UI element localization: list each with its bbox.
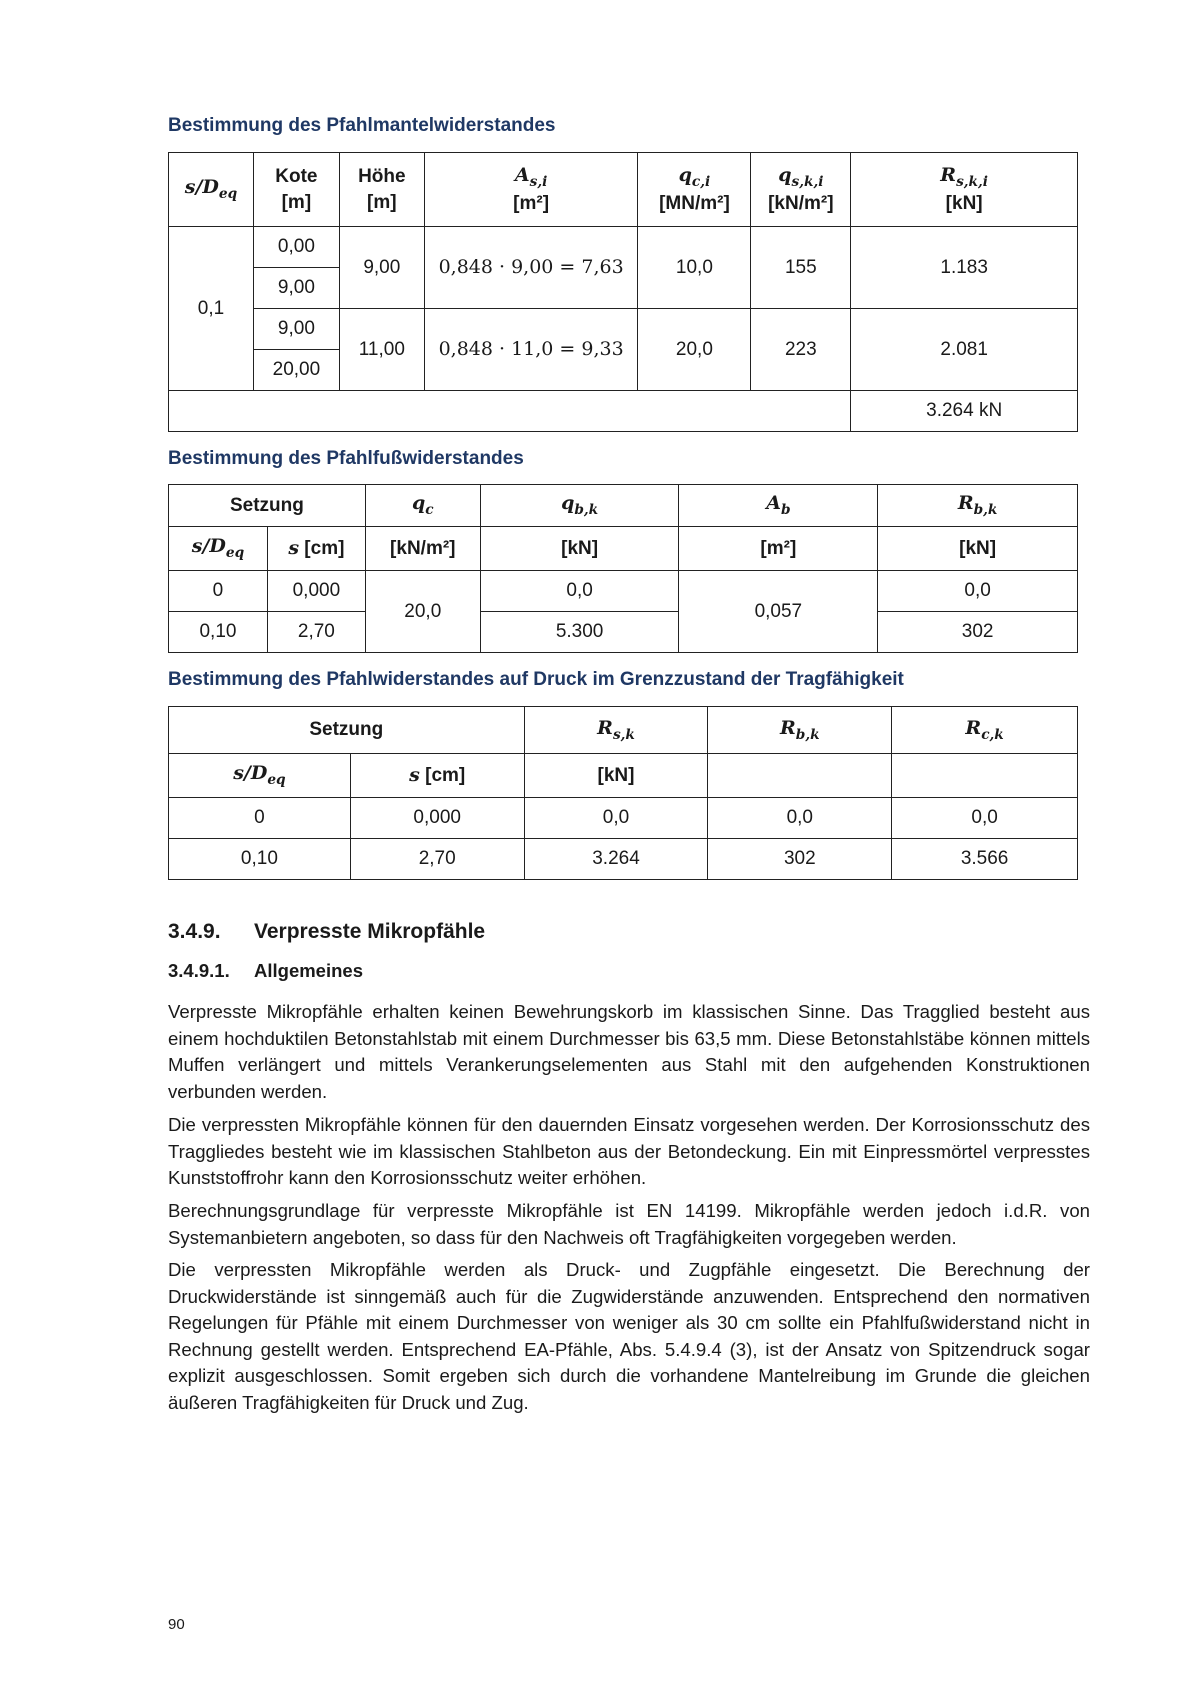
s-cell: 0,000 (267, 571, 365, 612)
header-qc: $q_{c,i}$ [MN/m²] (638, 153, 751, 227)
paragraph-2: Die verpressten Mikropfähle können für den dauernden Einsatz vorgesehen werden. Der Korrosionsschutz des Traggliedes besteht wie im klassischen Stahlbeton aus der Betondeckung. Ein mit Einpressmörtel verpresstes Kunststoffrohr kann den Korrosionsschutz weiter erhöhen. (168, 1114, 1090, 1188)
header-rsk-unit: [kN] (524, 754, 708, 798)
hoehe-cell: 11,00 (339, 309, 424, 391)
table3-title: Bestimmung des Pfahlwiderstandes auf Druck im Grenzzustand der Tragfähigkeit (168, 669, 904, 690)
kote-cell: 9,00 (253, 309, 339, 350)
sdeq-cell: 0 (169, 798, 351, 839)
header-qsk: $q_{s,k,i}$ [kN/m²] (751, 153, 851, 227)
total-cell: 3.264 kN (851, 391, 1078, 432)
page-number: 90 (168, 1616, 185, 1633)
header-setzung: Setzung (169, 485, 366, 527)
rbk-cell: 0,0 (878, 571, 1078, 612)
header-qbk-unit: [kN] (480, 527, 679, 571)
as-cell: 0,848 · 11,0 = 9,33 (424, 309, 638, 391)
empty-cell (892, 754, 1078, 798)
pile-shaft-resistance-table (168, 152, 1078, 432)
rck-cell: 3.566 (892, 839, 1078, 880)
s-cell: 2,70 (267, 612, 365, 653)
header-kote: Kote [m] (253, 153, 339, 227)
rbk-cell: 0,0 (708, 798, 892, 839)
paragraph-3: Berechnungsgrundlage für verpresste Mikropfähle ist EN 14199. Mikropfähle werden jedoch i.d.R. von Systemanbietern angeboten, so dass für den Nachweis oft Tragfähigkeiten vorgegeben werden. (168, 1200, 1090, 1248)
header-qbk: $q_{b,k}$ (480, 485, 679, 527)
qbk-cell: 0,0 (480, 571, 679, 612)
rbk-cell: 302 (878, 612, 1078, 653)
s-cell: 2,70 (350, 839, 524, 880)
hoehe-cell: 9,00 (339, 227, 424, 309)
section-heading (168, 920, 485, 944)
qc-cell: 10,0 (638, 227, 751, 309)
qsk-cell: 155 (751, 227, 851, 309)
kote-cell: 9,00 (253, 268, 339, 309)
sdeq-cell: 0,10 (169, 839, 351, 880)
table-row (169, 571, 1078, 612)
qc-cell: 20,0 (638, 309, 751, 391)
empty-cell (708, 754, 892, 798)
ab-value: 0,057 (679, 571, 878, 653)
subsection-number: 3.4.9.1. (168, 960, 230, 981)
header-qc: $q_c$ (365, 485, 480, 527)
header-hoehe: Höhe [m] (339, 153, 424, 227)
paragraph-1: Verpresste Mikropfähle erhalten keinen Bewehrungskorb im klassischen Sinne. Das Tragglied besteht aus einem hochduktilen Betonstahlstab mit einem Durchmesser bis 63,5 mm. Diese Betonstahlstäbe können mittels Muffen verlängert und mittels Verankerungselementen aus Stahl mit den aufgehenden Konstruktionen verbunden werden. (168, 1001, 1090, 1102)
table1-title: Bestimmung des Pfahlmantelwiderstandes (168, 115, 556, 136)
sdeq-cell: 0 (169, 571, 268, 612)
table-row (169, 227, 1078, 268)
rsk-cell: 1.183 (851, 227, 1078, 309)
qsk-cell: 223 (751, 309, 851, 391)
rsk-cell: 2.081 (851, 309, 1078, 391)
rsk-cell: 3.264 (524, 839, 708, 880)
total-row (169, 391, 1078, 432)
sdeq-cell: 0,10 (169, 612, 268, 653)
rck-cell: 0,0 (892, 798, 1078, 839)
header-rbk: $R_{b,k}$ (878, 485, 1078, 527)
empty-cell (169, 391, 851, 432)
header-rbk: $R_{b,k}$ (708, 707, 892, 754)
section-number: 3.4.9. (168, 920, 221, 943)
header-setzung: Setzung (169, 707, 525, 754)
table2-title: Bestimmung des Pfahlfußwiderstandes (168, 448, 524, 469)
subsection-title: Allgemeines (254, 960, 363, 981)
rsk-cell: 0,0 (524, 798, 708, 839)
header-ab: $A_b$ (679, 485, 878, 527)
rbk-cell: 302 (708, 839, 892, 880)
qc-value: 20,0 (365, 571, 480, 653)
kote-cell: 0,00 (253, 227, 339, 268)
header-rsk: $R_{s,k,i}$ [kN] (851, 153, 1078, 227)
pile-compression-resistance-table (168, 706, 1078, 880)
kote-cell: 20,00 (253, 350, 339, 391)
header-qc-unit: [kN/m²] (365, 527, 480, 571)
paragraph-4: Die verpressten Mikropfähle werden als Druck- und Zugpfähle eingesetzt. Die Berechnung der Druckwiderstände ist sinngemäß auch für die Zugwiderstände anzuwenden. Entsprechend den normativen Regelungen für Pfähle mit einem Durchmesser von weniger als 30 cm sollte ein Pfahlfußwiderstand nicht in Rechnung gestellt werden. Entsprechend EA-Pfähle, Abs. 5.4.9.4 (3), ist der Ansatz von Spitzendruck sogar explizit ausgeschlossen. Somit ergeben sich durch die vorhandene Mantelreibung im Grunde die gleichen äußeren Tragfähigkeiten für Druck und Zug. (168, 1259, 1090, 1413)
header-ab-unit: [m²] (679, 527, 878, 571)
header-s-cm: s [cm] (267, 527, 365, 571)
table-row (169, 798, 1078, 839)
header-rck: $R_{c,k}$ (892, 707, 1078, 754)
header-rsk: $R_{s,k}$ (524, 707, 708, 754)
table-row (169, 612, 1078, 653)
header-as: $A_{s,i}$ [m²] (424, 153, 638, 227)
header-s-deq: $s/D_{eq}$ (169, 754, 351, 798)
section-title: Verpresste Mikropfähle (254, 920, 486, 943)
table-row (169, 839, 1078, 880)
sdeq-value: 0,1 (169, 227, 254, 391)
header-s-deq: $s/D_{eq}$ (169, 153, 254, 227)
pile-base-resistance-table (168, 484, 1078, 653)
s-cell: 0,000 (350, 798, 524, 839)
subsection-heading (168, 960, 363, 982)
as-cell: 0,848 · 9,00 = 7,63 (424, 227, 638, 309)
header-s-deq: $s/D_{eq}$ (169, 527, 268, 571)
header-rbk-unit: [kN] (878, 527, 1078, 571)
qbk-cell: 5.300 (480, 612, 679, 653)
table-row (169, 309, 1078, 350)
header-s-cm: s [cm] (350, 754, 524, 798)
